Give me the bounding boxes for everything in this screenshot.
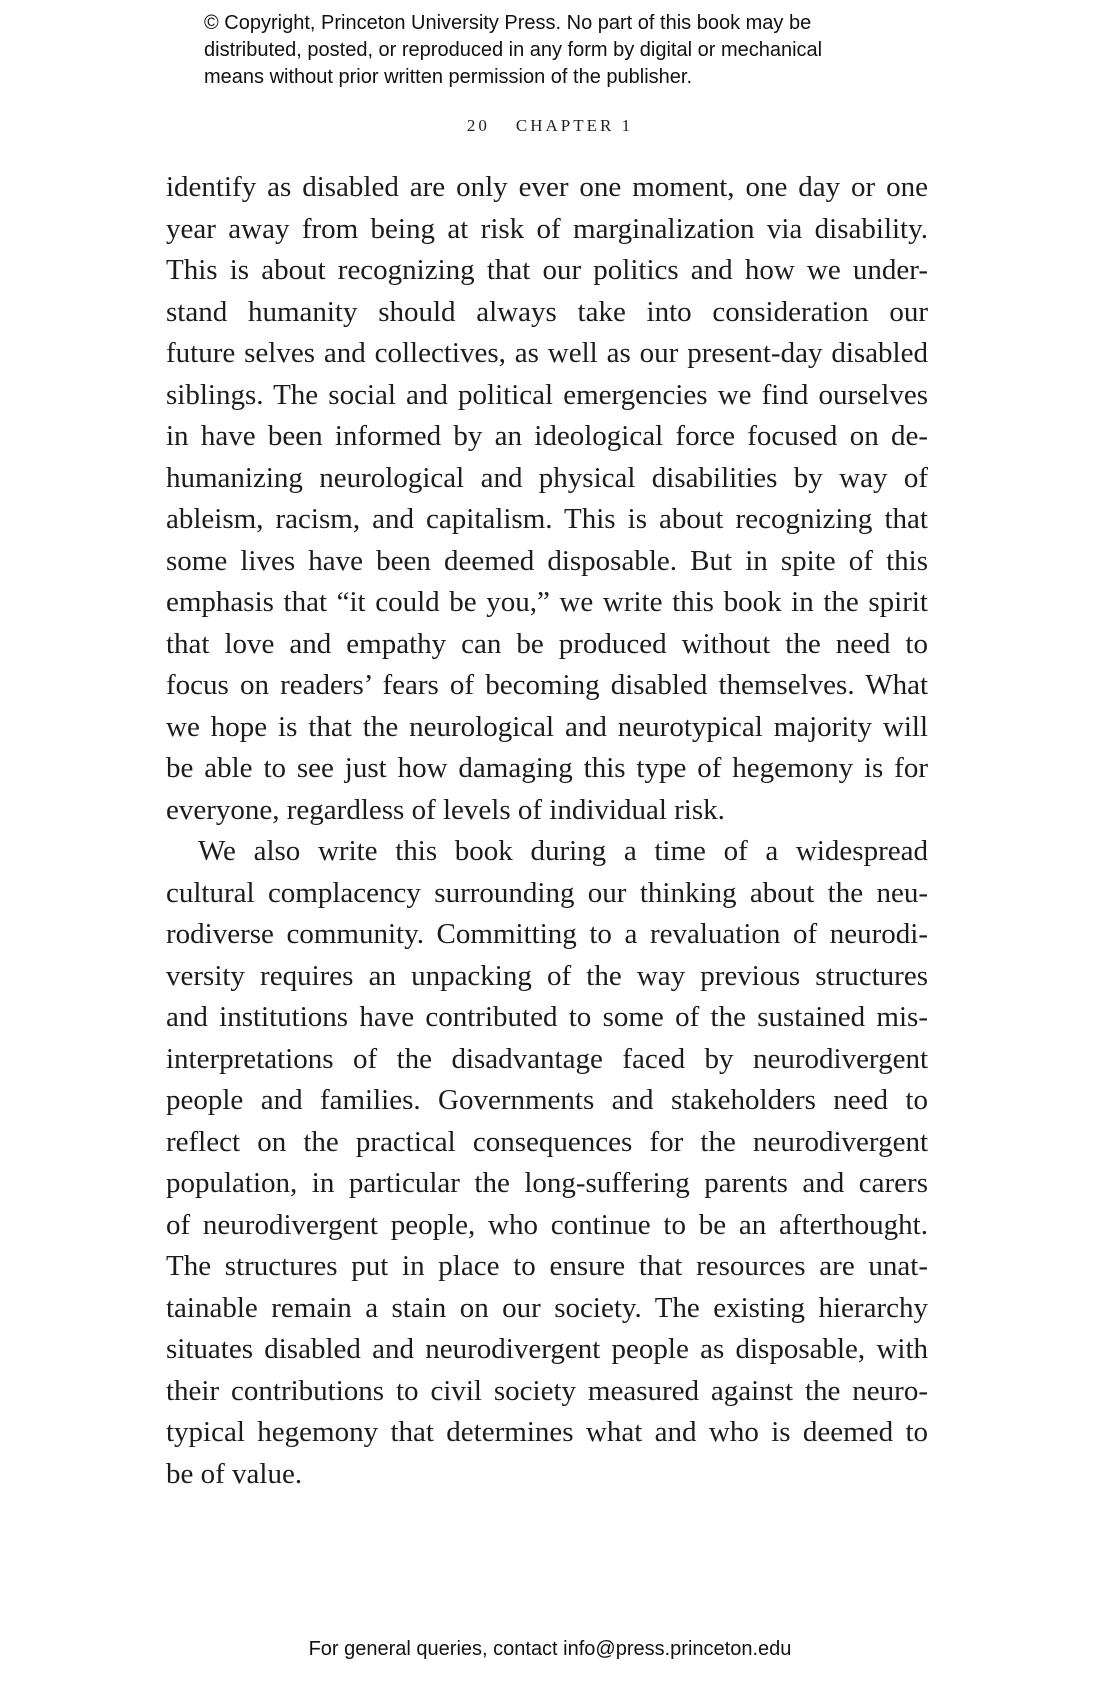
text-line: humanizing neurological and physical disabilities by way of xyxy=(166,461,928,494)
text-line: ableism, racism, and capitalism. This is about recognizing that xyxy=(166,503,928,535)
paragraph-1 xyxy=(166,167,928,831)
text-line: year away from being at risk of marginalization via disability. xyxy=(166,212,928,245)
text-line: The structures put in place to ensure that resources are unat- xyxy=(166,1250,928,1282)
paragraph-2 xyxy=(166,831,928,1495)
chapter-label: CHAPTER 1 xyxy=(515,116,634,135)
footer-contact: For general queries, contact info@press.princeton.edu xyxy=(308,1638,792,1660)
text-line: typical hegemony that determines what and who is deemed to xyxy=(166,1416,928,1448)
text-line: population, in particular the long-suffering parents and carers xyxy=(166,1167,928,1199)
text-line: We also write this book during a time of a widespread xyxy=(198,835,928,867)
text-line: versity requires an unpacking of the way previous structures xyxy=(166,959,928,992)
text-line: tainable remain a stain on our society. The existing hierarchy xyxy=(166,1291,928,1324)
text-line: their contributions to civil society measured against the neuro- xyxy=(166,1374,928,1407)
text-line: of neurodivergent people, who continue to be an afterthought. xyxy=(166,1208,928,1241)
text-line: stand humanity should always take into consideration our xyxy=(166,295,928,328)
text-line: in have been informed by an ideological force focused on de- xyxy=(166,420,928,452)
text-line: some lives have been deemed disposable. But in spite of this xyxy=(166,544,928,577)
running-head xyxy=(0,116,1100,136)
text-line: focus on readers’ fears of becoming disabled themselves. What xyxy=(166,669,928,701)
text-line: everyone, regardless of levels of individual risk. xyxy=(166,793,725,826)
text-line: be able to see just how damaging this type of hegemony is for xyxy=(166,752,928,784)
text-line: cultural complacency surrounding our thinking about the neu- xyxy=(166,876,928,909)
text-line: This is about recognizing that our politics and how we under- xyxy=(166,254,928,286)
page-number: 20 xyxy=(466,116,490,135)
text-line: people and families. Governments and stakeholders need to xyxy=(166,1084,928,1116)
text-line: and institutions have contributed to some of the sustained mis- xyxy=(166,1001,928,1033)
body-text xyxy=(166,167,928,1495)
text-line: we hope is that the neurological and neurotypical majority will xyxy=(166,710,928,743)
text-line: future selves and collectives, as well as our present-day disabled xyxy=(166,337,928,369)
copyright-line: distributed, posted, or reproduced in any form by digital or mechanical xyxy=(204,39,823,61)
copyright-line: © Copyright, Princeton University Press. No part of this book may be xyxy=(204,12,812,34)
text-line: siblings. The social and political emergencies we find ourselves xyxy=(166,378,928,411)
text-line: interpretations of the disadvantage faced by neurodivergent xyxy=(166,1042,928,1075)
text-line: situates disabled and neurodivergent people as disposable, with xyxy=(166,1333,928,1365)
text-line: identify as disabled are only ever one moment, one day or one xyxy=(166,171,928,203)
text-line: be of value. xyxy=(166,1457,303,1490)
text-line: that love and empathy can be produced without the need to xyxy=(166,627,928,660)
text-line: rodiverse community. Committing to a revaluation of neurodi- xyxy=(166,918,928,950)
copyright-line: means without prior written permission of the publisher. xyxy=(204,66,693,88)
text-line: emphasis that “it could be you,” we write this book in the spirit xyxy=(166,586,928,618)
text-line: reflect on the practical consequences for the neurodivergent xyxy=(166,1125,928,1158)
copyright-notice xyxy=(204,10,924,91)
